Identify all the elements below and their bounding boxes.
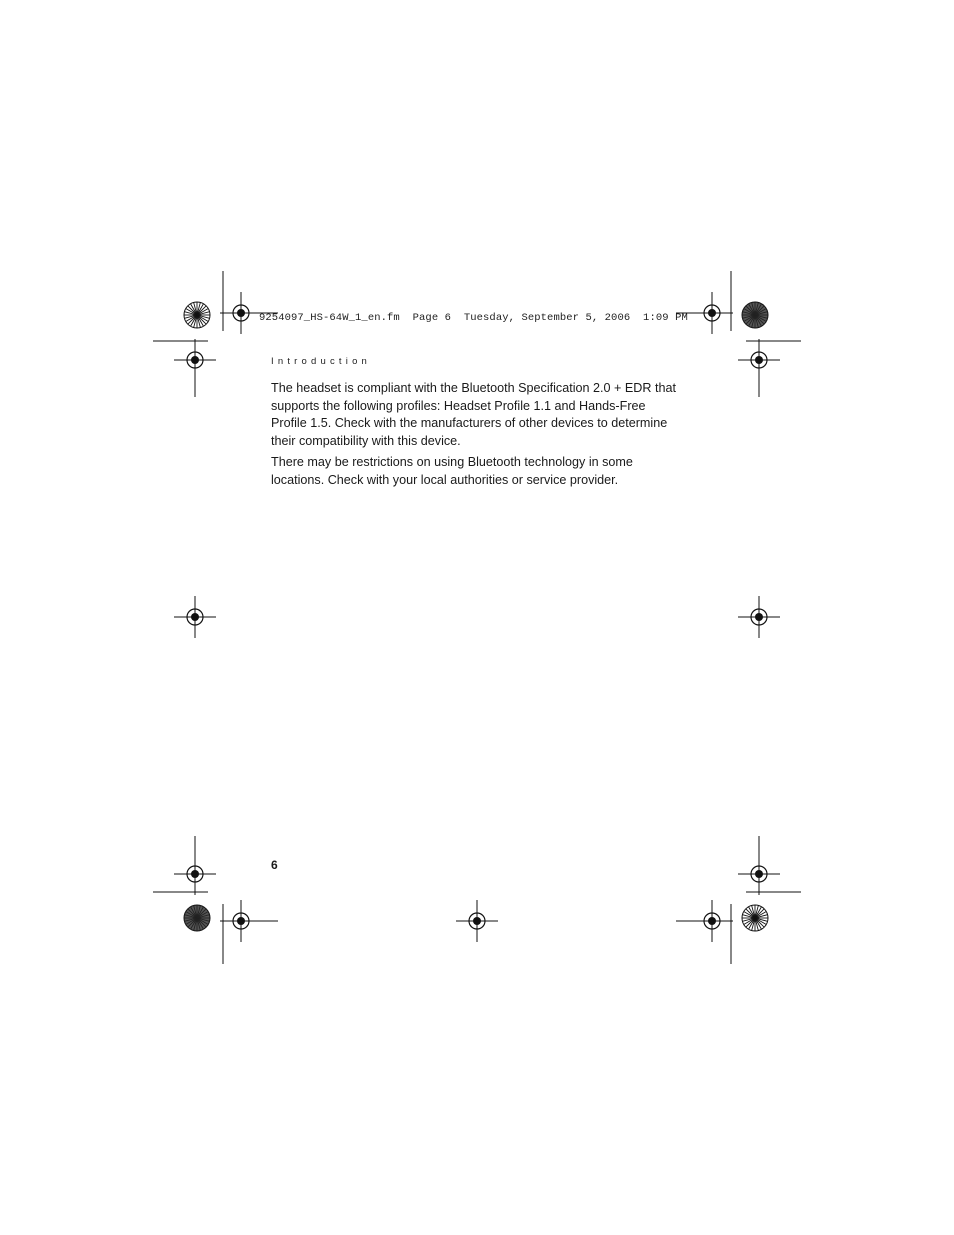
registration-mark: [174, 853, 216, 895]
running-head: Introduction: [271, 356, 372, 367]
registration-mark: [738, 596, 780, 638]
registration-mark: [456, 900, 498, 942]
registration-mark: [220, 900, 262, 942]
color-target-mark: [742, 905, 768, 931]
paragraph: The headset is compliant with the Bluetooth Specification 2.0 + EDR that supports the following profiles: Headset Profile 1.1 and Hands-Free Profile 1.5. Check with the manufacturers of other devices to determine their compatibility with this device.: [271, 381, 676, 448]
color-target-mark: [184, 905, 210, 931]
body-text: [271, 380, 681, 494]
registration-mark: [220, 292, 262, 334]
registration-mark: [691, 900, 733, 942]
color-target-mark: [184, 302, 210, 328]
registration-mark: [691, 292, 733, 334]
registration-mark: [738, 339, 780, 381]
registration-mark: [174, 339, 216, 381]
registration-mark: [738, 853, 780, 895]
color-target-mark: [742, 302, 768, 328]
registration-mark: [174, 596, 216, 638]
file-slug-line: 9254097_HS-64W_1_en.fm Page 6 Tuesday, September 5, 2006 1:09 PM: [259, 312, 688, 324]
page-number: 6: [271, 858, 278, 872]
paragraph: There may be restrictions on using Bluetooth technology in some locations. Check with your local authorities or service provider.: [271, 455, 633, 487]
